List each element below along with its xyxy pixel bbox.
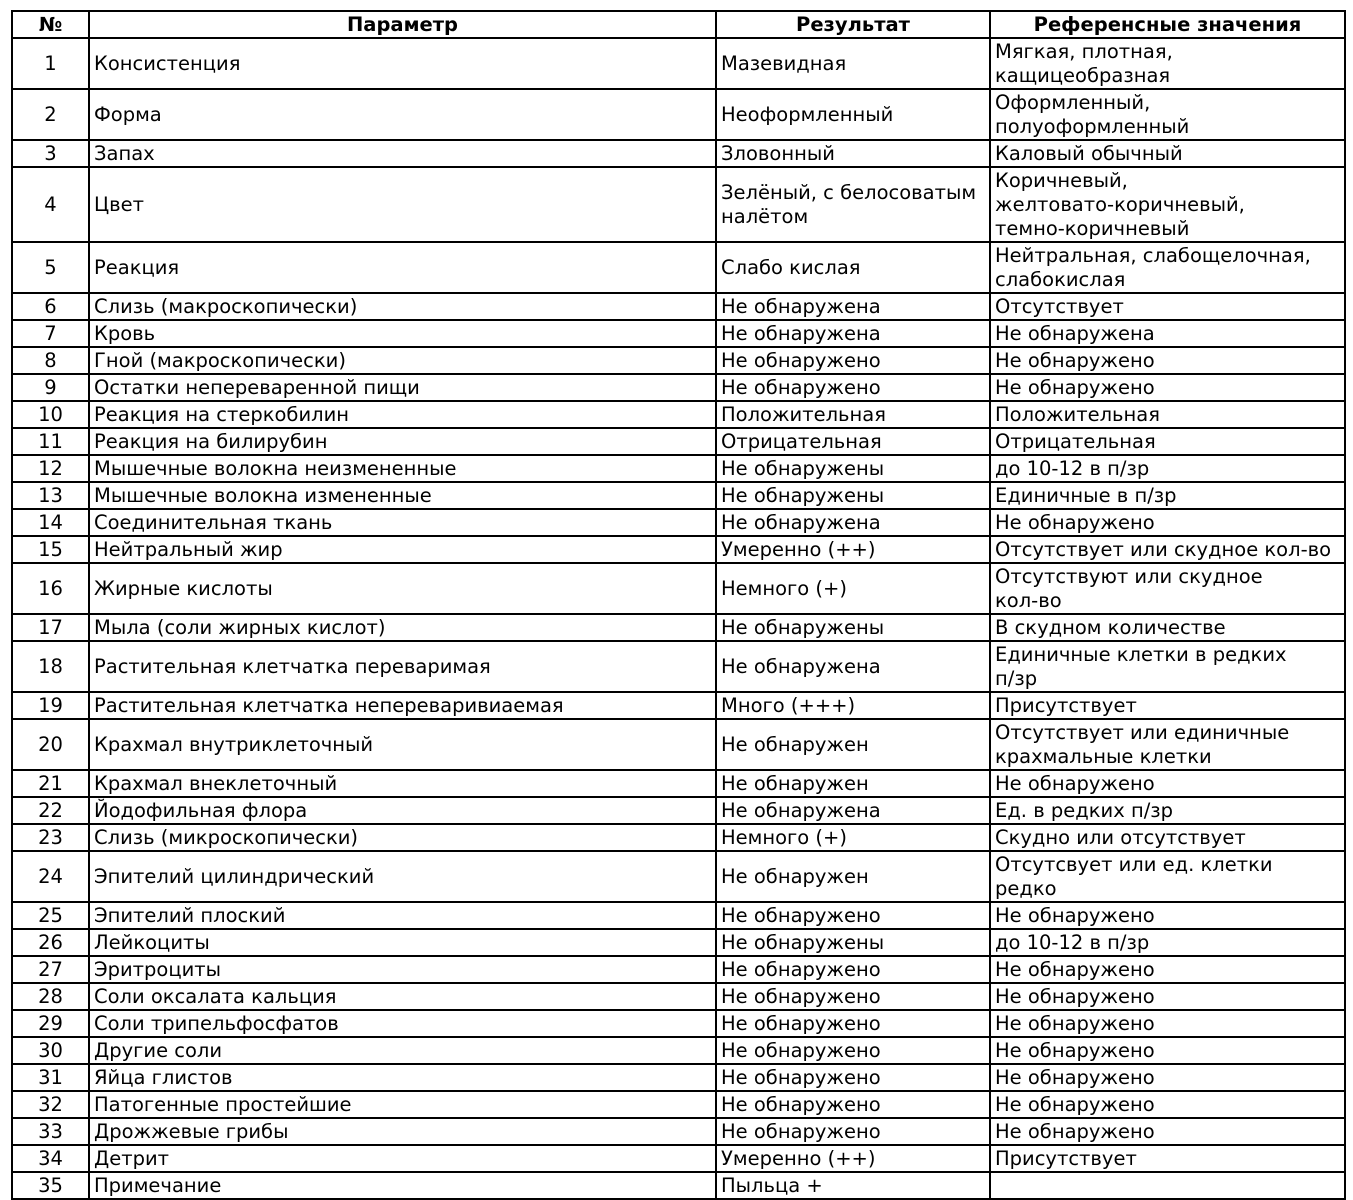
row-reference: Скудно или отсутствует: [990, 824, 1345, 851]
row-number: 33: [12, 1118, 89, 1145]
row-reference: Не обнаружено: [990, 1037, 1345, 1064]
row-number: 31: [12, 1064, 89, 1091]
table-row: [12, 851, 1345, 902]
table-row: [12, 482, 1345, 509]
header-parameter: Параметр: [89, 11, 716, 38]
table-row: [12, 1145, 1345, 1172]
row-number: 5: [12, 242, 89, 293]
row-number: 16: [12, 563, 89, 614]
table-row: [12, 1091, 1345, 1118]
row-reference: Не обнаружено: [990, 1064, 1345, 1091]
table-row: [12, 1064, 1345, 1091]
row-reference: Присутствует: [990, 1145, 1345, 1172]
row-result: Неоформленный: [716, 89, 990, 140]
row-number: 28: [12, 983, 89, 1010]
row-reference: Не обнаружено: [990, 374, 1345, 401]
row-result: Зелёный, с белосоватым налётом: [716, 167, 990, 242]
row-number: 15: [12, 536, 89, 563]
row-result: Не обнаружено: [716, 374, 990, 401]
row-reference: Положительная: [990, 401, 1345, 428]
row-parameter: Растительная клетчатка непереваривиаемая: [89, 692, 716, 719]
row-reference: [990, 1172, 1345, 1199]
table-row: [12, 1010, 1345, 1037]
row-number: 34: [12, 1145, 89, 1172]
row-number: 27: [12, 956, 89, 983]
row-reference: Не обнаружено: [990, 509, 1345, 536]
row-number: 35: [12, 1172, 89, 1199]
row-reference: Не обнаружено: [990, 347, 1345, 374]
table-row: [12, 1037, 1345, 1064]
row-parameter: Соединительная ткань: [89, 509, 716, 536]
row-parameter: Соли трипельфосфатов: [89, 1010, 716, 1037]
row-parameter: Запах: [89, 140, 716, 167]
table-row: [12, 428, 1345, 455]
table-row: [12, 242, 1345, 293]
row-number: 11: [12, 428, 89, 455]
row-result: Не обнаружены: [716, 614, 990, 641]
table-row: [12, 1172, 1345, 1199]
table-row: [12, 797, 1345, 824]
row-result: Не обнаружены: [716, 455, 990, 482]
row-parameter: Дрожжевые грибы: [89, 1118, 716, 1145]
row-parameter: Мыла (соли жирных кислот): [89, 614, 716, 641]
row-result: Не обнаружена: [716, 320, 990, 347]
row-parameter: Эритроциты: [89, 956, 716, 983]
row-number: 14: [12, 509, 89, 536]
table-row: [12, 89, 1345, 140]
row-parameter: Эпителий плоский: [89, 902, 716, 929]
row-parameter: Эпителий цилиндрический: [89, 851, 716, 902]
row-parameter: Детрит: [89, 1145, 716, 1172]
row-parameter: Патогенные простейшие: [89, 1091, 716, 1118]
row-result: Много (+++): [716, 692, 990, 719]
row-result: Пыльца +: [716, 1172, 990, 1199]
row-reference: Отсутствует или скудное кол-во: [990, 536, 1345, 563]
row-reference: Не обнаружено: [990, 770, 1345, 797]
row-parameter: Нейтральный жир: [89, 536, 716, 563]
row-reference: Отсутствуют или скудное кол-во: [990, 563, 1345, 614]
row-parameter: Лейкоциты: [89, 929, 716, 956]
row-number: 29: [12, 1010, 89, 1037]
row-parameter: Йодофильная флора: [89, 797, 716, 824]
row-parameter: Реакция на стеркобилин: [89, 401, 716, 428]
table-row: [12, 536, 1345, 563]
table-row: [12, 563, 1345, 614]
row-reference: Нейтральная, слабощелочная, слабокислая: [990, 242, 1345, 293]
row-parameter: Гной (макроскопически): [89, 347, 716, 374]
row-number: 30: [12, 1037, 89, 1064]
row-number: 1: [12, 38, 89, 89]
row-result: Не обнаружено: [716, 1091, 990, 1118]
row-number: 32: [12, 1091, 89, 1118]
table-row: [12, 692, 1345, 719]
row-parameter: Консистенция: [89, 38, 716, 89]
table-row: [12, 140, 1345, 167]
row-reference: Не обнаружено: [990, 956, 1345, 983]
row-result: Не обнаружен: [716, 719, 990, 770]
row-number: 4: [12, 167, 89, 242]
row-result: Слабо кислая: [716, 242, 990, 293]
row-result: Не обнаружен: [716, 770, 990, 797]
row-reference: Не обнаружено: [990, 1010, 1345, 1037]
row-result: Не обнаружено: [716, 347, 990, 374]
row-number: 26: [12, 929, 89, 956]
row-parameter: Цвет: [89, 167, 716, 242]
table-row: [12, 1118, 1345, 1145]
row-number: 23: [12, 824, 89, 851]
row-result: Положительная: [716, 401, 990, 428]
row-result: Не обнаружены: [716, 482, 990, 509]
row-result: Умеренно (++): [716, 536, 990, 563]
row-reference: Единичные в п/зр: [990, 482, 1345, 509]
row-reference: Не обнаружено: [990, 1118, 1345, 1145]
table-row: [12, 374, 1345, 401]
row-reference: Отрицательная: [990, 428, 1345, 455]
row-parameter: Соли оксалата кальция: [89, 983, 716, 1010]
analysis-results-table: [11, 10, 1346, 1200]
row-reference: Не обнаружена: [990, 320, 1345, 347]
table-row: [12, 902, 1345, 929]
table-body: [12, 38, 1345, 1199]
row-number: 10: [12, 401, 89, 428]
row-result: Не обнаружена: [716, 509, 990, 536]
table-row: [12, 983, 1345, 1010]
row-parameter: Форма: [89, 89, 716, 140]
row-reference: Единичные клетки в редких п/зр: [990, 641, 1345, 692]
row-reference: Оформленный, полуоформленный: [990, 89, 1345, 140]
row-parameter: Реакция на билирубин: [89, 428, 716, 455]
row-result: Отрицательная: [716, 428, 990, 455]
table-row: [12, 824, 1345, 851]
row-parameter: Слизь (макроскопически): [89, 293, 716, 320]
row-number: 7: [12, 320, 89, 347]
row-parameter: Жирные кислоты: [89, 563, 716, 614]
row-number: 24: [12, 851, 89, 902]
row-reference: В скудном количестве: [990, 614, 1345, 641]
row-result: Не обнаружена: [716, 293, 990, 320]
table-header-row: [12, 11, 1345, 38]
row-reference: Не обнаружено: [990, 983, 1345, 1010]
row-result: Немного (+): [716, 563, 990, 614]
row-reference: Присутствует: [990, 692, 1345, 719]
row-parameter: Крахмал внеклеточный: [89, 770, 716, 797]
row-result: Не обнаружен: [716, 851, 990, 902]
header-number: №: [12, 11, 89, 38]
row-number: 3: [12, 140, 89, 167]
row-parameter: Кровь: [89, 320, 716, 347]
table-row: [12, 38, 1345, 89]
row-reference: Отсутствует: [990, 293, 1345, 320]
table-row: [12, 401, 1345, 428]
row-number: 9: [12, 374, 89, 401]
table-row: [12, 719, 1345, 770]
row-number: 6: [12, 293, 89, 320]
row-result: Немного (+): [716, 824, 990, 851]
row-parameter: Другие соли: [89, 1037, 716, 1064]
row-reference: Мягкая, плотная, кащицеобразная: [990, 38, 1345, 89]
row-number: 21: [12, 770, 89, 797]
row-number: 12: [12, 455, 89, 482]
row-reference: Не обнаружено: [990, 902, 1345, 929]
row-reference: до 10-12 в п/зр: [990, 455, 1345, 482]
row-number: 18: [12, 641, 89, 692]
header-result: Результат: [716, 11, 990, 38]
row-number: 2: [12, 89, 89, 140]
table-row: [12, 770, 1345, 797]
row-reference: до 10-12 в п/зр: [990, 929, 1345, 956]
row-number: 22: [12, 797, 89, 824]
row-number: 20: [12, 719, 89, 770]
row-number: 19: [12, 692, 89, 719]
row-result: Не обнаружено: [716, 1010, 990, 1037]
table-row: [12, 641, 1345, 692]
row-number: 25: [12, 902, 89, 929]
row-result: Зловонный: [716, 140, 990, 167]
row-parameter: Примечание: [89, 1172, 716, 1199]
row-parameter: Реакция: [89, 242, 716, 293]
row-number: 8: [12, 347, 89, 374]
header-reference: Референсные значения: [990, 11, 1345, 38]
row-parameter: Мышечные волокна неизмененные: [89, 455, 716, 482]
row-result: Не обнаружено: [716, 902, 990, 929]
row-result: Не обнаружено: [716, 1037, 990, 1064]
row-parameter: Остатки непереваренной пищи: [89, 374, 716, 401]
row-result: Мазевидная: [716, 38, 990, 89]
table-row: [12, 614, 1345, 641]
row-parameter: Слизь (микроскопически): [89, 824, 716, 851]
row-result: Не обнаружено: [716, 956, 990, 983]
row-reference: Отсутсвует или ед. клетки редко: [990, 851, 1345, 902]
row-number: 13: [12, 482, 89, 509]
row-parameter: Растительная клетчатка переваримая: [89, 641, 716, 692]
table-row: [12, 347, 1345, 374]
row-result: Не обнаружена: [716, 641, 990, 692]
row-result: Не обнаружены: [716, 929, 990, 956]
row-reference: Коричневый, желтовато-коричневый, темно-коричневый: [990, 167, 1345, 242]
row-result: Умеренно (++): [716, 1145, 990, 1172]
row-reference: Отсутствует или единичные крахмальные клетки: [990, 719, 1345, 770]
row-reference: Каловый обычный: [990, 140, 1345, 167]
table-row: [12, 320, 1345, 347]
table-row: [12, 293, 1345, 320]
row-parameter: Яйца глистов: [89, 1064, 716, 1091]
row-parameter: Крахмал внутриклеточный: [89, 719, 716, 770]
row-reference: Не обнаружено: [990, 1091, 1345, 1118]
row-parameter: Мышечные волокна измененные: [89, 482, 716, 509]
table-row: [12, 956, 1345, 983]
table-row: [12, 167, 1345, 242]
row-result: Не обнаружено: [716, 1064, 990, 1091]
table-row: [12, 929, 1345, 956]
row-result: Не обнаружено: [716, 983, 990, 1010]
row-reference: Ед. в редких п/зр: [990, 797, 1345, 824]
row-number: 17: [12, 614, 89, 641]
row-result: Не обнаружено: [716, 1118, 990, 1145]
row-result: Не обнаружена: [716, 797, 990, 824]
table-row: [12, 509, 1345, 536]
table-row: [12, 455, 1345, 482]
